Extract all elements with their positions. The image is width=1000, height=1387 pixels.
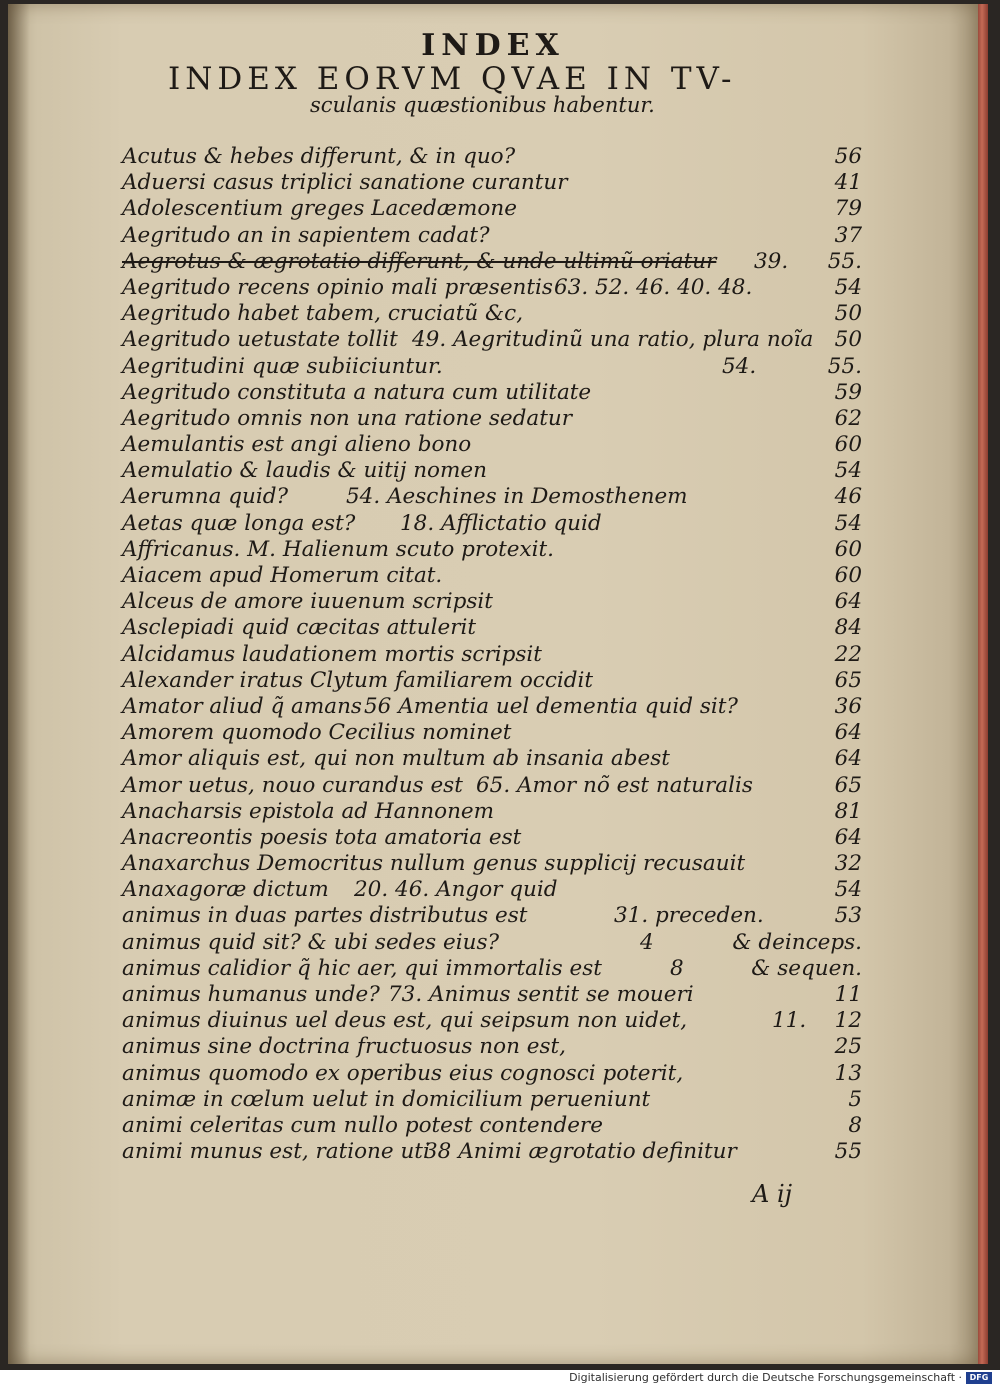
index-entry: Amor uetus, nouo curandus est 65. Amor nõ est naturalis 65 [122,772,862,798]
index-entry: Anaxagoræ dictum 20. 46. Angor quid 54 [122,877,862,903]
index-subtitle: sculanis quæstionibus habentur. [310,93,655,117]
index-entry: Aegritudo habet tabem, cruciatũ &c, 50 [122,301,862,327]
dfg-logo[interactable]: DFG [966,1372,992,1384]
index-entry: Anaxarchus Democritus nullum genus supplicij recusauit 32 [122,851,862,877]
index-entry: Aegritudo omnis non una ratione sedatur 62 [122,405,862,431]
index-entry: Adolescentium greges Lacedæmone 79 [122,196,862,222]
index-entry: animus quid sit? & ubi sedes eius? 4 & deinceps. [122,929,862,955]
index-entry: Asclepiadi quid cæcitas attulerit 84 [122,615,862,641]
index-entry: Amor aliquis est, qui non multum ab insania abest 64 [122,746,862,772]
index-entry: animus sine doctrina fructuosus non est, 25 [122,1034,862,1060]
red-page-edge [978,4,988,1364]
index-entry: animus quomodo ex operibus eius cognosci poterit, 13 [122,1060,862,1086]
index-entry: Aegritudo recens opinio mali præsentis 63. 52. 46. 40. 48. 54 [122,274,862,300]
index-entry: Acutus & hebes differunt, & in quo? 56 [122,144,862,169]
index-entry: animus diuinus uel deus est, qui seipsum non uidet, 11. 12 [122,1008,862,1034]
running-head: INDEX [421,28,565,63]
index-entry: Aegritudo an in sapientem cadat? 37 [122,222,862,248]
index-entry: Aegritudo uetustate tollit 49. Aegritudinũ una ratio, plura noĩa 50 [122,327,862,353]
index-entry: animus calidior q̃ hic aer, qui immortalis est 8 & sequen. [122,955,862,981]
index-entries [122,144,862,1165]
index-entry: animus humanus unde? 73. Animus sentit se moueri 11 [122,982,862,1007]
index-entry: Alexander iratus Clytum familiarem occidit 65 [122,667,862,693]
index-entry: Affricanus. M. Halienum scuto protexit. 60 [122,536,862,562]
index-entry: animi munus est, ratione uti 38 Animi ægrotatio definitur 55 [122,1139,862,1165]
index-entry: Aemulantis est angi alieno bono 60 [122,432,862,458]
index-entry: Aerumna quid? 54. Aeschines in Demosthenem 46 [122,484,862,510]
footer-bar [0,1370,1000,1387]
index-entry: Alceus de amore iuuenum scripsit 64 [122,589,862,615]
index-entry: Aegritudini quæ subiiciuntur. 54. 55. [122,353,862,379]
index-entry: Alcidamus laudationem mortis scripsit 22 [122,641,862,667]
index-entry: Aetas quæ longa est? 18. Afflictatio quid 54 [122,510,862,536]
index-entry: Aegritudo constituta a natura cum utilitate 59 [122,379,862,405]
index-entry: Aduersi casus triplici sanatione curantur 41 [122,170,862,196]
index-entry: animæ in cœlum uelut in domicilium perueniunt 5 [122,1086,862,1112]
footer-credit: Digitalisierung gefördert durch die Deutsche Forschungsgemeinschaft · [569,1371,962,1384]
index-entry: Amorem quomodo Cecilius nominet 64 [122,720,862,746]
index-entry: Anacharsis epistola ad Hannonem 81 [122,798,862,824]
index-title: INDEX EORVM QVAE IN TV- [168,61,737,97]
signature-mark: A ij [752,1180,793,1208]
index-entry-struck: Aegrotus & ægrotatio differunt, & unde ultimũ oriatur 39. 55. [122,248,862,274]
index-entry: Anacreontis poesis tota amatoria est 64 [122,824,862,850]
index-entry: animus in duas partes distributus est 31. preceden. 53 [122,903,862,929]
index-entry: Aiacem apud Homerum citat. 60 [122,563,862,588]
binding-gutter-shadow [8,4,30,1364]
index-entry: animi celeritas cum nullo potest contendere 8 [122,1112,862,1138]
index-entry: Amator aliud q̃ amans 56 Amentia uel dementia quid sit? 36 [122,693,862,719]
index-entry: Aemulatio & laudis & uitij nomen 54 [122,458,862,484]
book-page [8,4,978,1364]
